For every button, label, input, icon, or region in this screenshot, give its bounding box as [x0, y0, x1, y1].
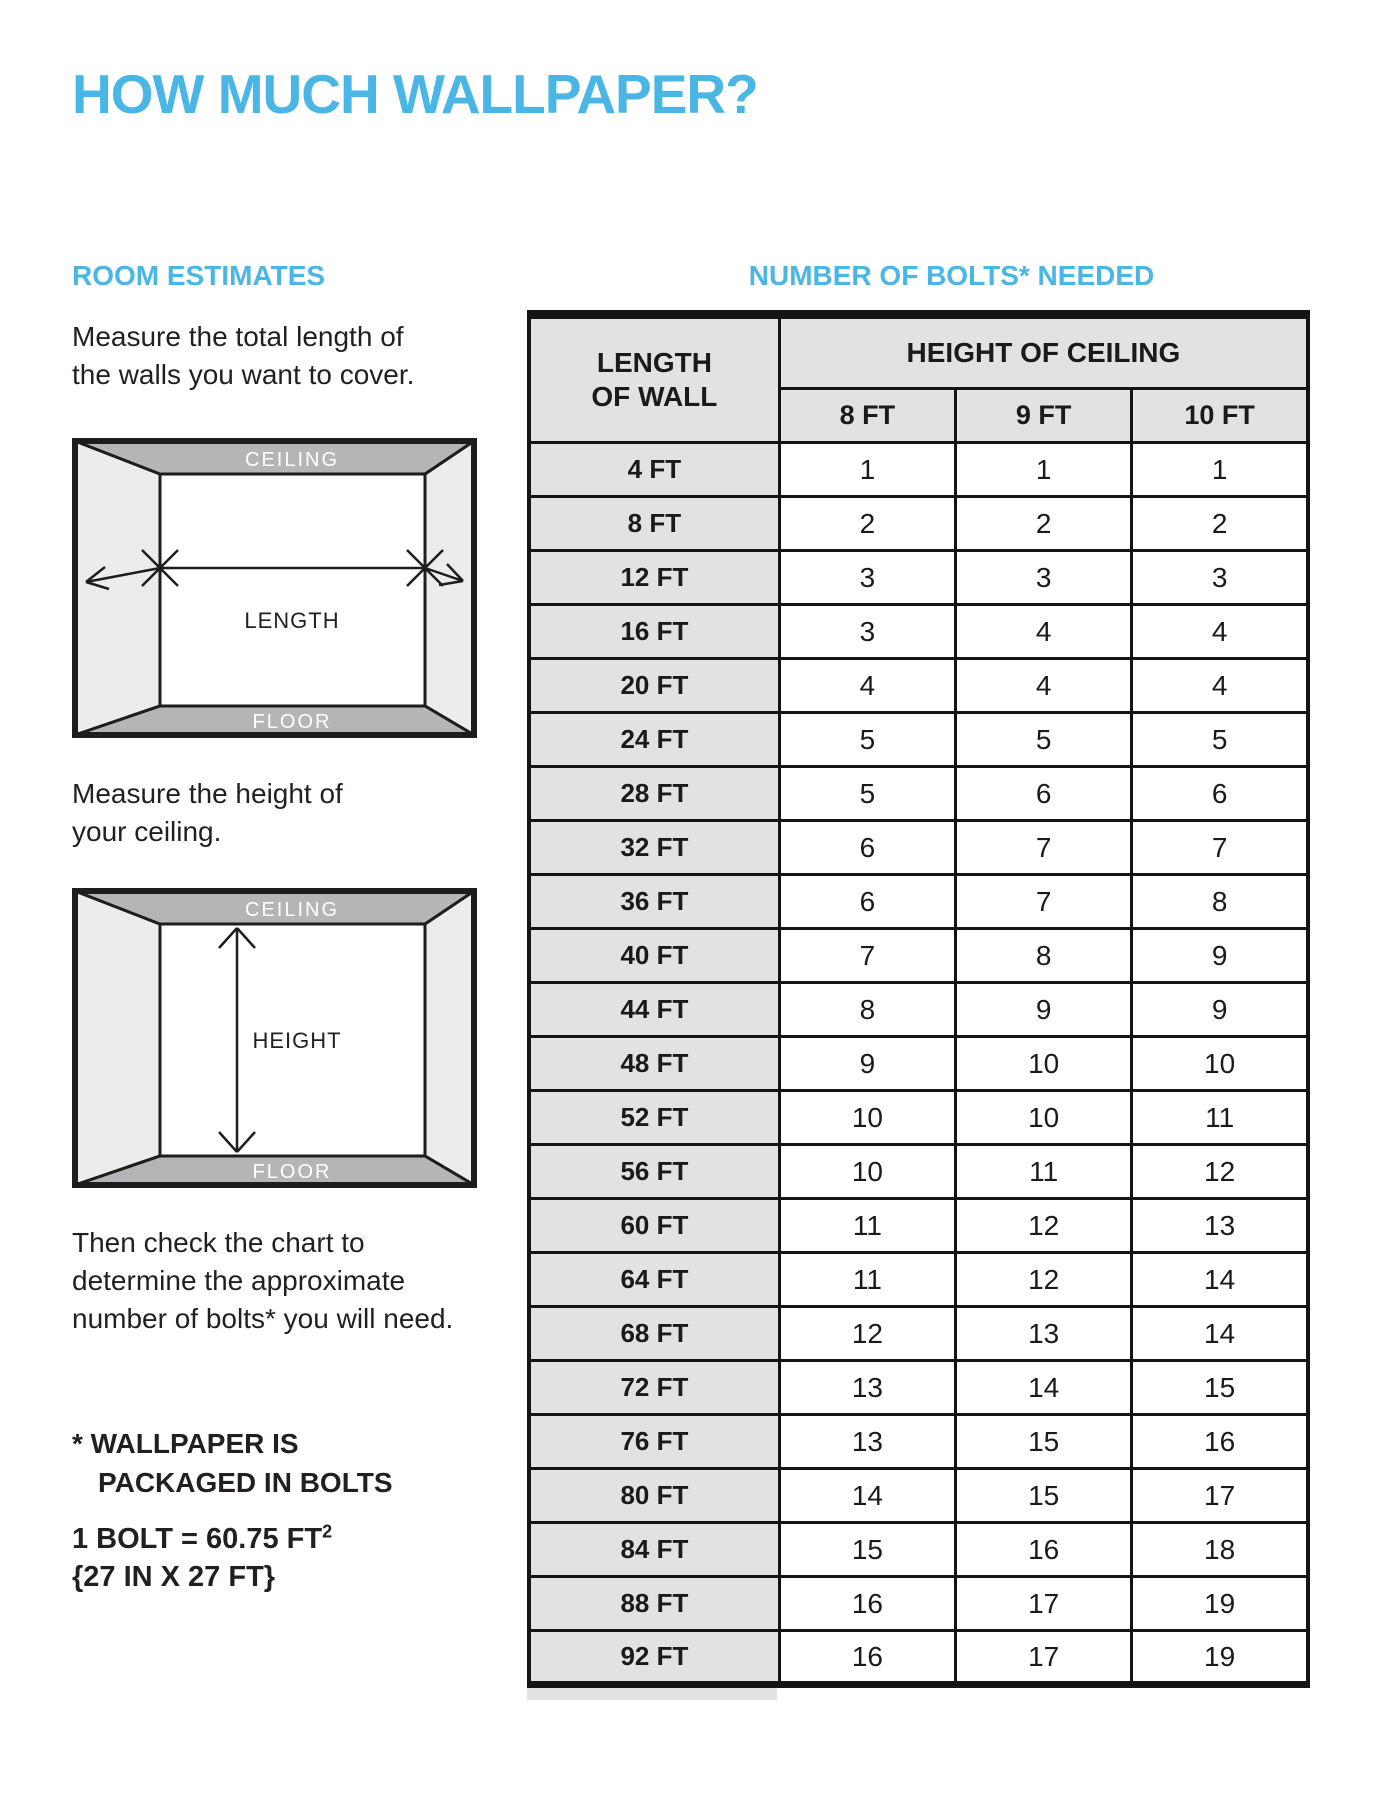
page-title: HOW MUCH WALLPAPER?: [72, 63, 758, 125]
bolt-count-cell: 16: [779, 1577, 955, 1631]
bolt-count-cell: 9: [1132, 929, 1308, 983]
right-wall: [425, 441, 474, 735]
paragraph-line: the walls you want to cover.: [72, 359, 415, 390]
bolt-count-cell: 5: [956, 713, 1132, 767]
wall-length-label: 24 FT: [529, 713, 779, 767]
wall-length-label: 72 FT: [529, 1361, 779, 1415]
bolt-count-cell: 12: [779, 1307, 955, 1361]
bolt-count-cell: 15: [956, 1469, 1132, 1523]
table-row: [529, 1091, 1308, 1145]
bolt-count-cell: 9: [779, 1037, 955, 1091]
col-group-header: HEIGHT OF CEILING: [779, 315, 1308, 389]
bolt-count-cell: 10: [956, 1091, 1132, 1145]
table-row: [529, 1037, 1308, 1091]
wall-length-label: 92 FT: [529, 1631, 779, 1685]
room-length-diagram: [72, 438, 477, 738]
bolt-spec: [72, 1520, 332, 1596]
table-row: [529, 1577, 1308, 1631]
left-wall: [75, 441, 160, 735]
paragraph-line: your ceiling.: [72, 816, 222, 847]
wall-length-label: 68 FT: [529, 1307, 779, 1361]
bolt-count-cell: 3: [779, 605, 955, 659]
bolt-count-cell: 17: [1132, 1469, 1308, 1523]
bolt-count-cell: 4: [779, 659, 955, 713]
wall-length-label: 32 FT: [529, 821, 779, 875]
wall-length-label: 48 FT: [529, 1037, 779, 1091]
bolt-count-cell: 11: [779, 1253, 955, 1307]
bolt-count-cell: 6: [779, 875, 955, 929]
bolt-count-cell: 4: [1132, 605, 1308, 659]
bolts-needed-heading: NUMBER OF BOLTS* NEEDED: [748, 260, 1155, 291]
bolt-count-cell: 8: [1132, 875, 1308, 929]
wall-length-label: 56 FT: [529, 1145, 779, 1199]
bolt-count-cell: 13: [779, 1361, 955, 1415]
table-bottom-strip: [527, 1688, 777, 1700]
superscript-2: 2: [322, 1521, 333, 1542]
bolt-count-cell: 12: [956, 1253, 1132, 1307]
floor-label: FLOOR: [252, 1161, 332, 1183]
wall-length-label: 60 FT: [529, 1199, 779, 1253]
wall-length-label: 8 FT: [529, 497, 779, 551]
bolt-count-cell: 7: [779, 929, 955, 983]
paragraph-line: number of bolts* you will need.: [72, 1303, 454, 1334]
table-row: [529, 1415, 1308, 1469]
bolt-count-cell: 4: [1132, 659, 1308, 713]
bolt-count-cell: 11: [779, 1199, 955, 1253]
bolt-count-cell: 6: [1132, 767, 1308, 821]
bolt-count-cell: 19: [1132, 1577, 1308, 1631]
bolt-count-cell: 18: [1132, 1523, 1308, 1577]
table-row: [529, 1145, 1308, 1199]
table-row: [529, 1253, 1308, 1307]
bolt-count-cell: 4: [956, 605, 1132, 659]
bolt-count-cell: 14: [1132, 1307, 1308, 1361]
bolt-count-cell: 2: [779, 497, 955, 551]
wall-length-label: 52 FT: [529, 1091, 779, 1145]
room-estimates-heading: ROOM ESTIMATES: [72, 260, 326, 291]
bolt-count-cell: 16: [779, 1631, 955, 1685]
wall-length-label: 4 FT: [529, 443, 779, 497]
bolt-count-cell: 1: [779, 443, 955, 497]
left-wall: [75, 891, 160, 1185]
col-header-8ft: 8 FT: [779, 389, 955, 443]
measure-length-paragraph: [72, 318, 492, 394]
bolt-count-cell: 15: [956, 1415, 1132, 1469]
bolt-count-cell: 14: [779, 1469, 955, 1523]
bolts-footnote: [72, 1424, 393, 1502]
bolt-count-cell: 12: [1132, 1145, 1308, 1199]
bolt-count-cell: 10: [779, 1145, 955, 1199]
table-row: [529, 821, 1308, 875]
wall-length-label: 64 FT: [529, 1253, 779, 1307]
bolt-count-cell: 15: [779, 1523, 955, 1577]
table-row: [529, 497, 1308, 551]
back-wall: [160, 474, 425, 706]
bolt-count-cell: 7: [1132, 821, 1308, 875]
bolt-count-cell: 16: [956, 1523, 1132, 1577]
bolt-count-cell: 17: [956, 1631, 1132, 1685]
bolts-table: [527, 310, 1310, 1688]
table-row: [529, 605, 1308, 659]
bolt-count-cell: 14: [1132, 1253, 1308, 1307]
check-chart-paragraph: [72, 1224, 492, 1338]
bolt-count-cell: 3: [779, 551, 955, 605]
wall-length-label: 80 FT: [529, 1469, 779, 1523]
row-group-header: LENGTH OF WALL: [529, 315, 779, 443]
bolt-count-cell: 2: [956, 497, 1132, 551]
bolt-count-cell: 11: [1132, 1091, 1308, 1145]
bolt-count-cell: 8: [956, 929, 1132, 983]
paragraph-line: determine the approximate: [72, 1265, 406, 1296]
bolt-spec-line: {27 IN X 27 FT}: [72, 1561, 276, 1593]
bolt-count-cell: 10: [956, 1037, 1132, 1091]
wall-length-label: 40 FT: [529, 929, 779, 983]
bolt-count-cell: 7: [956, 821, 1132, 875]
bolt-count-cell: 14: [956, 1361, 1132, 1415]
wall-length-label: 84 FT: [529, 1523, 779, 1577]
bolt-count-cell: 3: [1132, 551, 1308, 605]
wall-length-label: 20 FT: [529, 659, 779, 713]
bolt-count-cell: 13: [1132, 1199, 1308, 1253]
bolt-count-cell: 6: [956, 767, 1132, 821]
bolt-count-cell: 1: [956, 443, 1132, 497]
paragraph-line: Then check the chart to: [72, 1227, 365, 1258]
wall-length-label: 36 FT: [529, 875, 779, 929]
bolt-count-cell: 12: [956, 1199, 1132, 1253]
height-label: HEIGHT: [252, 1028, 342, 1053]
bolt-count-cell: 13: [956, 1307, 1132, 1361]
ceiling-label: CEILING: [244, 449, 340, 471]
table-row: [529, 929, 1308, 983]
bolt-count-cell: 9: [956, 983, 1132, 1037]
table-row: [529, 875, 1308, 929]
bolt-count-cell: 4: [956, 659, 1132, 713]
bolt-count-cell: 5: [779, 767, 955, 821]
bolt-count-cell: 19: [1132, 1631, 1308, 1685]
footnote-line: * WALLPAPER IS: [72, 1428, 299, 1459]
measure-height-paragraph: [72, 775, 492, 851]
bolt-count-cell: 5: [779, 713, 955, 767]
paragraph-line: Measure the height of: [72, 778, 343, 809]
table-row: [529, 1631, 1308, 1685]
bolt-count-cell: 5: [1132, 713, 1308, 767]
wall-length-label: 12 FT: [529, 551, 779, 605]
table-row: [529, 713, 1308, 767]
table-row: [529, 1307, 1308, 1361]
room-height-diagram: [72, 888, 477, 1188]
bolts-table-body: [529, 443, 1308, 1685]
bolt-count-cell: 17: [956, 1577, 1132, 1631]
bolt-count-cell: 3: [956, 551, 1132, 605]
bolt-count-cell: 1: [1132, 443, 1308, 497]
bolt-count-cell: 15: [1132, 1361, 1308, 1415]
bolts-table-wrap: [527, 310, 1310, 1700]
footnote-line: PACKAGED IN BOLTS: [98, 1467, 393, 1498]
wall-length-label: 88 FT: [529, 1577, 779, 1631]
bolt-count-cell: 7: [956, 875, 1132, 929]
bolt-count-cell: 2: [1132, 497, 1308, 551]
bolt-count-cell: 13: [779, 1415, 955, 1469]
floor-label: FLOOR: [252, 711, 332, 733]
table-row: [529, 659, 1308, 713]
bolt-spec-line: 1 BOLT = 60.75 $FT^2$: [72, 1521, 333, 1555]
table-row: [529, 1361, 1308, 1415]
bolt-count-cell: 11: [956, 1145, 1132, 1199]
table-row: [529, 551, 1308, 605]
table-row: [529, 983, 1308, 1037]
right-wall: [425, 891, 474, 1185]
bolt-count-cell: 10: [779, 1091, 955, 1145]
table-row: [529, 767, 1308, 821]
col-header-9ft: 9 FT: [956, 389, 1132, 443]
wall-length-label: 44 FT: [529, 983, 779, 1037]
bolt-count-cell: 8: [779, 983, 955, 1037]
table-header-row: [529, 315, 1308, 389]
table-row: [529, 1469, 1308, 1523]
length-label: LENGTH: [244, 608, 340, 633]
table-row: [529, 1523, 1308, 1577]
ceiling-label: CEILING: [244, 899, 340, 921]
table-row: [529, 1199, 1308, 1253]
wall-length-label: 76 FT: [529, 1415, 779, 1469]
paragraph-line: Measure the total length of: [72, 321, 404, 352]
wall-length-label: 16 FT: [529, 605, 779, 659]
col-header-10ft: 10 FT: [1132, 389, 1308, 443]
bolt-count-cell: 6: [779, 821, 955, 875]
table-row: [529, 443, 1308, 497]
wall-length-label: 28 FT: [529, 767, 779, 821]
bolt-count-cell: 10: [1132, 1037, 1308, 1091]
bolt-count-cell: 16: [1132, 1415, 1308, 1469]
bolt-count-cell: 9: [1132, 983, 1308, 1037]
